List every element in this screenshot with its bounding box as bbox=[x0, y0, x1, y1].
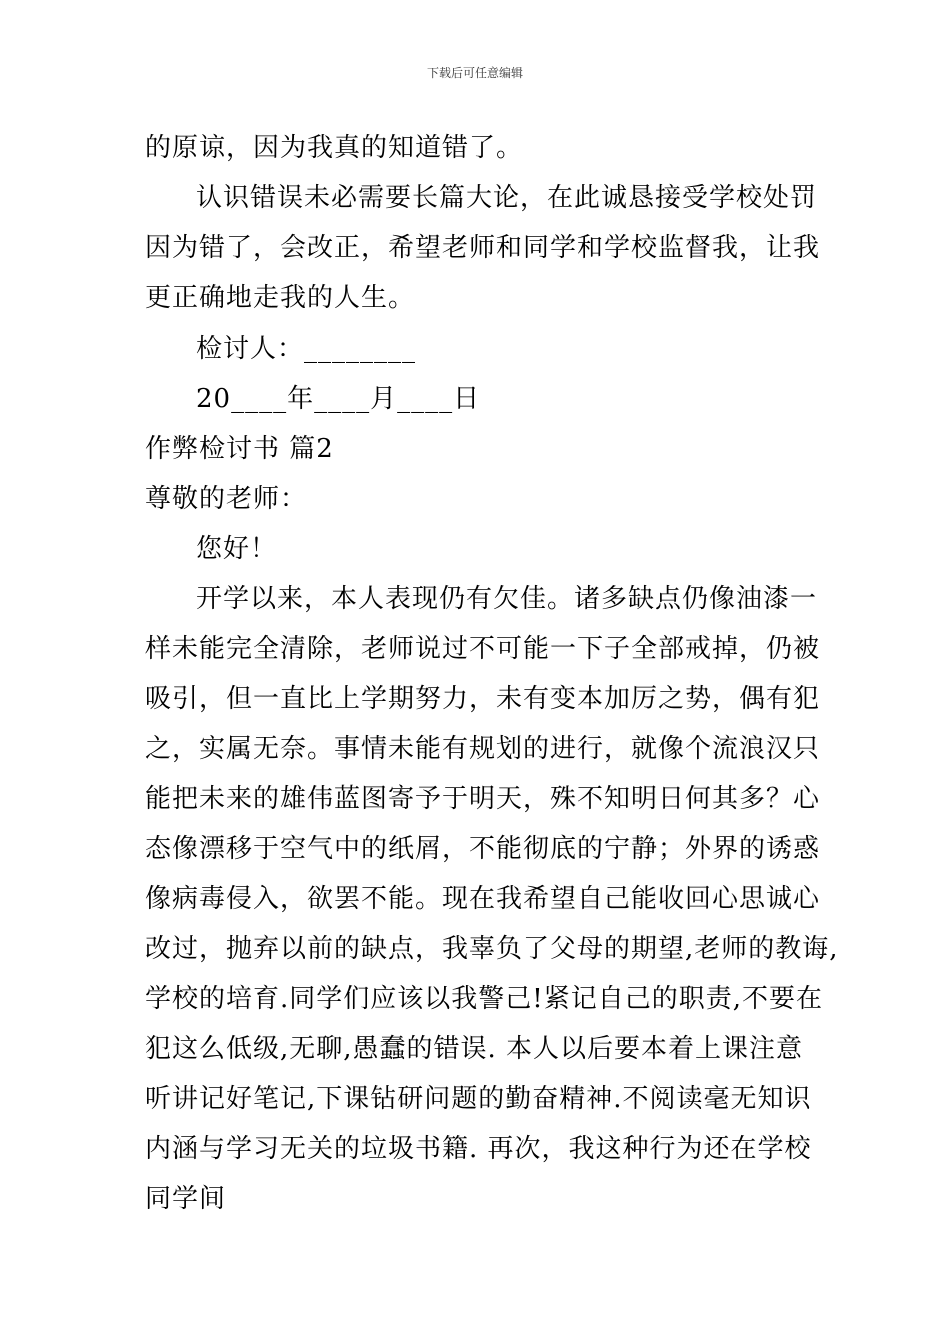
page-header-note: 下载后可任意编辑 bbox=[426, 66, 523, 80]
text-line: 改过，抛弃以前的缺点，我辜负了父母的期望,老师的教诲, bbox=[145, 934, 839, 964]
text-line: 的原谅，因为我真的知道错了。 bbox=[145, 133, 524, 163]
text-line: 样未能完全清除，老师说过不可能一下子全部戒掉，仍被 bbox=[145, 634, 821, 664]
signature-line: 检讨人：________ bbox=[196, 334, 417, 364]
section-title: 作弊检讨书 篇2 bbox=[145, 434, 334, 464]
text-line: 认识错误未必需要长篇大论，在此诚恳接受学校处罚 bbox=[196, 183, 818, 213]
text-line: 因为错了，会改正，希望老师和同学和学校监督我，让我 bbox=[145, 233, 821, 263]
text-line: 同学间 bbox=[145, 1184, 227, 1214]
salutation: 尊敬的老师： bbox=[145, 484, 308, 514]
text-line: 内涵与学习无关的垃圾书籍. 再次，我这种行为还在学校 bbox=[145, 1134, 812, 1164]
text-line: 犯这么低级,无聊,愚蠢的错误. 本人以后要本着上课注意 bbox=[145, 1034, 804, 1064]
text-line: 像病毒侵入，欲罢不能。现在我希望自己能收回心思诚心 bbox=[145, 884, 821, 914]
greeting: 您好！ bbox=[196, 534, 278, 564]
text-line: 吸引，但一直比上学期努力，未有变本加厉之势，偶有犯 bbox=[145, 684, 821, 714]
text-line: 更正确地走我的人生。 bbox=[145, 283, 416, 313]
text-line: 能把未来的雄伟蓝图寄予于明天，殊不知明日何其多？心 bbox=[145, 784, 821, 814]
text-line: 开学以来，本人表现仍有欠佳。诸多缺点仍像油漆一 bbox=[196, 584, 818, 614]
date-line: 20____年____月____日 bbox=[196, 384, 481, 414]
text-line: 态像漂移于空气中的纸屑，不能彻底的宁静；外界的诱惑 bbox=[145, 834, 821, 864]
text-line: 之，实属无奈。事情未能有规划的进行，就像个流浪汉只 bbox=[145, 734, 821, 764]
text-line: 听讲记好笔记,下课钻研问题的勤奋精神.不阅读毫无知识 bbox=[145, 1084, 812, 1114]
text-line: 学校的培育.同学们应该以我警己!紧记自己的职责,不要在 bbox=[145, 984, 823, 1014]
